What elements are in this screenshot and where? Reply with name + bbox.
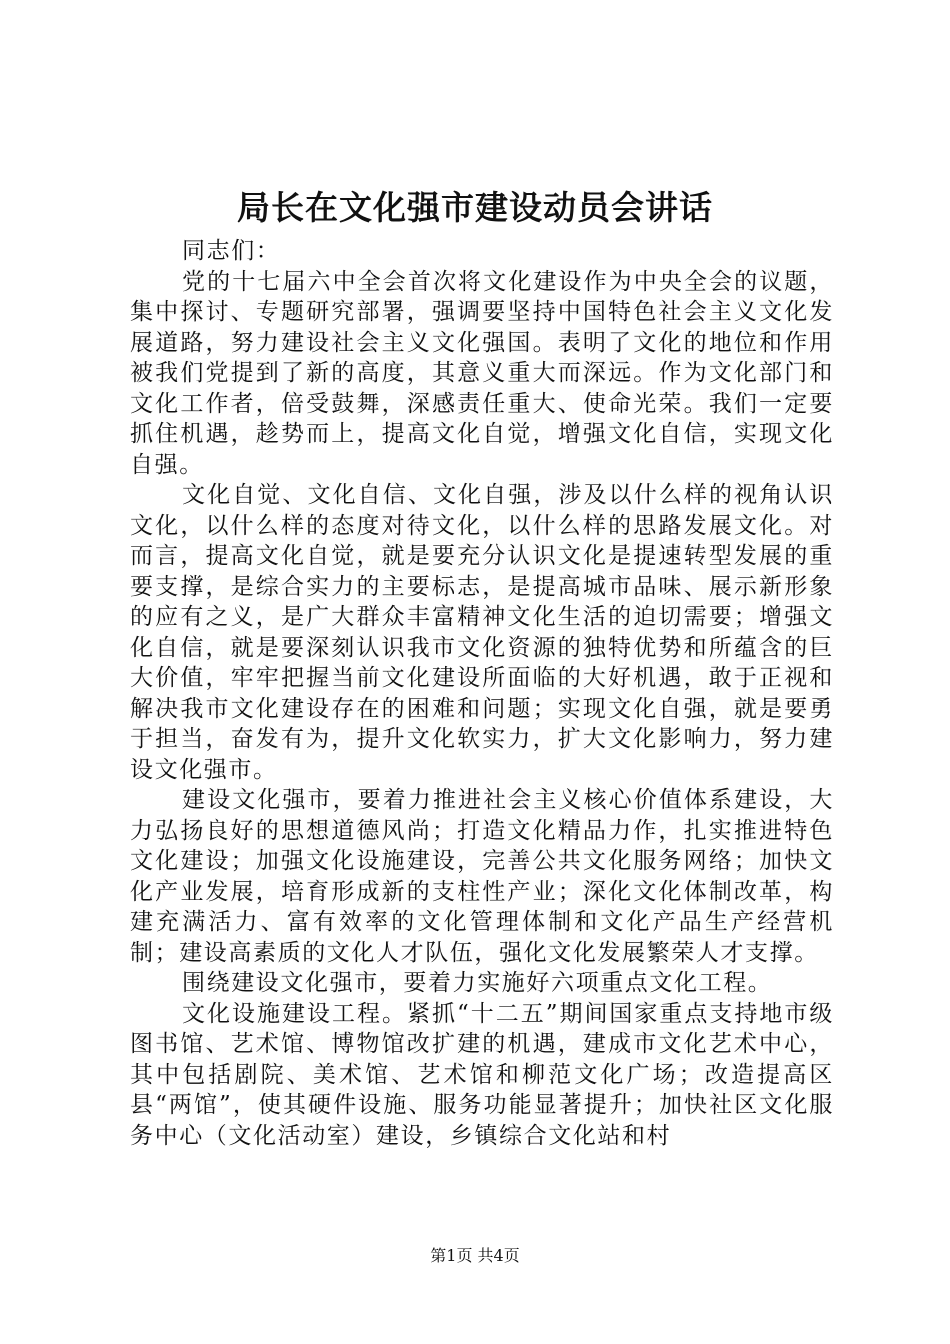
- document-body: [130, 236, 834, 1151]
- salutation-paragraph: 同志们：: [182, 238, 281, 264]
- body-paragraph: 文化设施建设工程。紧抓“十二五”期间国家重点支持地市级图书馆、艺术馆、博物馆改扩建的机遇，建成市文化艺术中心，其中包括剧院、美术馆、艺术馆和柳范文化广场；改造提高区县“两馆”，使其硬件设施、服务功能显著提升；加快社区文化服务中心（文化活动室）建设，乡镇综合文化站和村: [130, 1000, 834, 1149]
- body-paragraph: 党的十七届六中全会首次将文化建设作为中央全会的议题，集中探讨、专题研究部署，强调要坚持中国特色社会主义文化发展道路，努力建设社会主义文化强国。表明了文化的地位和作用被我们党提到了新的高度，其意义重大而深远。作为文化部门和文化工作者，倍受鼓舞，深感责任重大、使命光荣。我们一定要抓住机遇，趁势而上，提高文化自觉，增强文化自信，实现文化自强。: [130, 268, 834, 478]
- body-paragraph: 建设文化强市，要着力推进社会主义核心价值体系建设，大力弘扬良好的思想道德风尚；打造文化精品力作，扎实推进特色文化建设；加强文化设施建设，完善公共文化服务网络；加快文化产业发展，培育形成新的支柱性产业；深化文化体制改革，构建充满活力、富有效率的文化管理体制和文化产品生产经营机制；建设高素质的文化人才队伍，强化文化发展繁荣人才支撑。: [130, 787, 834, 966]
- body-paragraph: 文化自觉、文化自信、文化自强，涉及以什么样的视角认识文化，以什么样的态度对待文化，以什么样的思路发展文化。对而言，提高文化自觉，就是要充分认识文化是提速转型发展的重要支撑，是综合实力的主要标志，是提高城市品味、展示新形象的应有之义，是广大群众丰富精神文化生活的迫切需要；增强文化自信，就是要深刻认识我市文化资源的独特优势和所蕴含的巨大价值，牢牢把握当前文化建设所面临的大好机遇，敢于正视和解决我市文化建设存在的困难和问题；实现文化自强，就是要勇于担当，奋发有为，提升文化软实力，扩大文化影响力，努力建设文化强市。: [130, 482, 834, 783]
- body-paragraph: 围绕建设文化强市，要着力实施好六项重点文化工程。: [182, 970, 773, 996]
- page-number-footer: 第1页 共4页: [430, 1246, 520, 1265]
- document-title: 局长在文化强市建设动员会讲话: [237, 188, 713, 227]
